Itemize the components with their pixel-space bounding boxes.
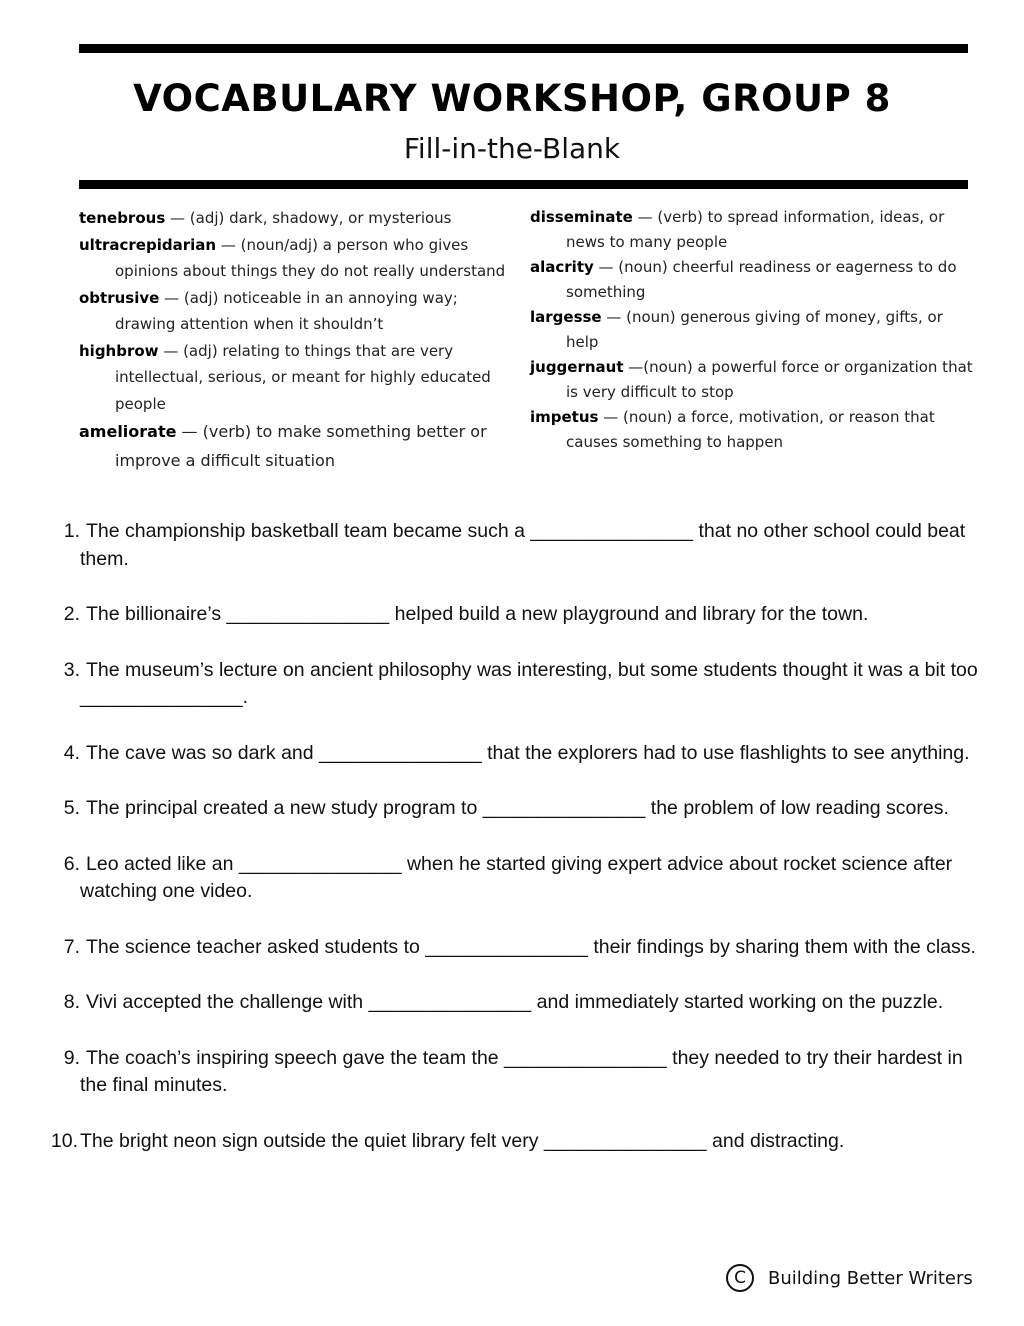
vocab-entry (530, 355, 980, 405)
copyright-icon: C (726, 1264, 754, 1292)
vocab-term: ultracrepidarian (79, 235, 217, 254)
question-text: The principal created a new study program to _______________ the problem of low reading scores. (86, 797, 949, 819)
question-text: The bright neon sign outside the quiet library felt very _______________ and distracting. (80, 1129, 845, 1152)
page-title: VOCABULARY WORKSHOP, GROUP 8 (133, 77, 891, 120)
vocab-definition: — (noun) a force, motivation, or reason that causes something to happen (566, 408, 935, 451)
vocab-entry (79, 205, 519, 232)
vocab-entry (79, 285, 519, 338)
footer-brand: Building Better Writers (768, 1267, 973, 1289)
page-subtitle: Fill-in-the-Blank (403, 132, 621, 165)
question-text: The billionaire’s _______________ helped build a new playground and library for the town. (86, 603, 869, 625)
question-text: The championship basketball team became such a _______________ that no other school could beat them. (80, 520, 966, 570)
vocab-term: largesse (530, 308, 602, 326)
question-item (0, 740, 1024, 768)
question-number: 3. (63, 658, 80, 681)
vocab-term: juggernaut (530, 358, 624, 376)
question-text: Leo acted like an _______________ when he started giving expert advice about rocket science after watching one video. (80, 852, 953, 902)
top-divider (79, 44, 968, 53)
question-text: The museum’s lecture on ancient philosophy was interesting, but some students thought it was a bit too _______________. (80, 658, 978, 708)
question-item (0, 989, 1024, 1017)
vocab-definition: —(noun) a powerful force or organization that is very difficult to stop (566, 358, 973, 401)
vocab-term: ameliorate (79, 422, 177, 441)
question-number: 5. (63, 797, 80, 819)
question-item (0, 601, 1024, 629)
question-number: 6. (63, 852, 80, 875)
vocabulary-list-left (79, 205, 519, 475)
vocab-entry (79, 338, 519, 418)
vocab-entry (530, 205, 980, 255)
vocab-term: alacrity (530, 258, 594, 276)
question-item (0, 657, 1024, 712)
vocab-definition: — (verb) to spread information, ideas, or news to many people (566, 208, 945, 251)
vocab-entry (79, 417, 519, 475)
question-list (0, 518, 1024, 1183)
bottom-divider (79, 180, 968, 189)
vocab-entry (530, 255, 980, 305)
question-item (0, 795, 1024, 823)
question-item (0, 1045, 1024, 1100)
question-item (0, 851, 1024, 906)
vocab-term: tenebrous (79, 209, 166, 227)
vocab-definition: — (noun) generous giving of money, gifts, or help (566, 308, 943, 351)
vocab-definition: — (noun/adj) a person who gives opinions about things they do not really understand (115, 235, 506, 280)
question-number: 9. (63, 1046, 80, 1069)
question-number: 7. (63, 935, 80, 958)
question-text: The science teacher asked students to _______________ their findings by sharing them with the class. (86, 935, 976, 958)
footer (726, 1264, 973, 1292)
question-text: The coach’s inspiring speech gave the team the _______________ they needed to try their hardest in the final minutes. (80, 1046, 963, 1096)
question-item (0, 1128, 1024, 1156)
question-item (0, 934, 1024, 962)
vocab-definition: — (adj) dark, shadowy, or mysterious (165, 209, 452, 227)
vocab-definition: — (adj) relating to things that are very intellectual, serious, or meant for highly educated people (115, 341, 491, 413)
question-text: Vivi accepted the challenge with _______________ and immediately started working on the puzzle. (86, 991, 944, 1013)
question-number: 8. (63, 991, 80, 1013)
vocabulary-list-right (530, 205, 980, 455)
vocab-term: highbrow (79, 341, 159, 360)
vocab-term: obtrusive (79, 288, 160, 307)
vocab-definition: — (adj) noticeable in an annoying way; drawing attention when it shouldn’t (115, 288, 458, 333)
vocab-definition: — (noun) cheerful readiness or eagerness to do something (566, 258, 957, 301)
vocab-term: disseminate (530, 208, 633, 226)
vocab-term: impetus (530, 408, 599, 426)
question-number: 1. (63, 520, 80, 542)
vocab-entry (530, 405, 980, 455)
question-number: 10. (50, 1129, 78, 1152)
question-number: 2. (63, 603, 80, 625)
question-number: 4. (63, 741, 80, 764)
vocab-definition: — (verb) to make something better or improve a difficult situation (115, 422, 487, 470)
vocab-entry (530, 305, 980, 355)
question-text: The cave was so dark and _______________ that the explorers had to use flashlights to see anything. (86, 741, 970, 764)
question-item (0, 518, 1024, 573)
vocab-entry (79, 232, 519, 285)
